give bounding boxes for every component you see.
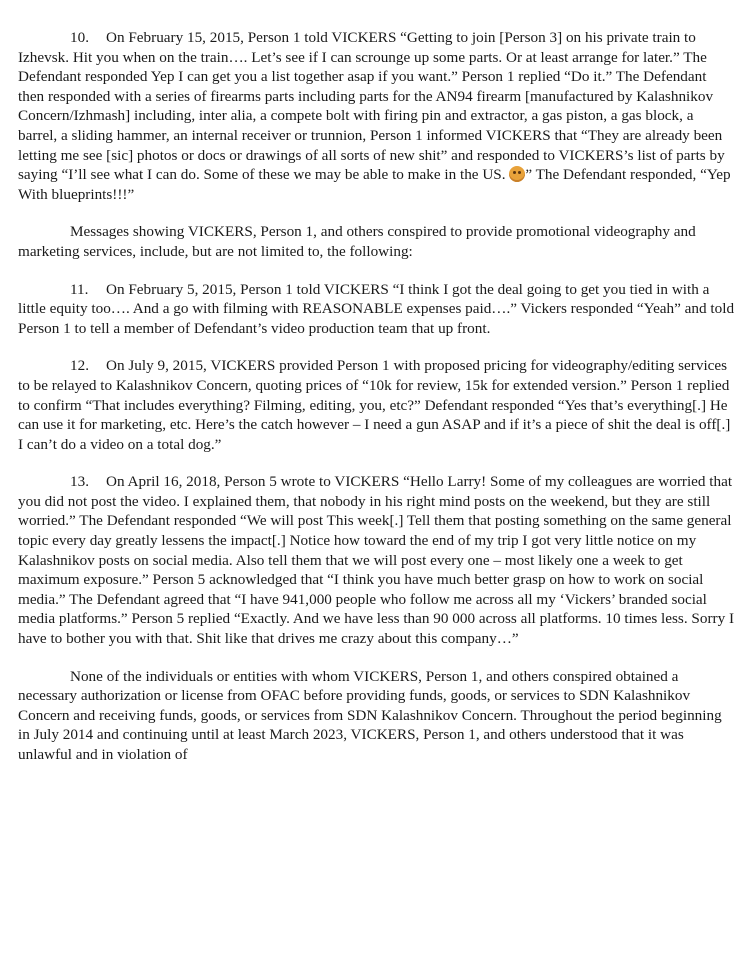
paragraph-number: 11. [70,280,89,298]
paragraph-12 [18,356,736,454]
paragraph-text-cont: ” The Defendant responded, “Yep With blueprints!!!” [18,166,731,203]
closing-paragraph [18,667,736,765]
intro-paragraph [18,222,736,261]
paragraph-10 [18,28,736,204]
paragraph-13 [18,472,736,648]
paragraph-text: On February 5, 2015, Person 1 told VICKERS “I think I got the deal going to get you tied in with a little equity too…. And a go with filming with REASONABLE expenses paid….” Vickers responded “Yeah” and told Person 1 to tell a member of Defendant’s video production team that up front. [18,280,735,337]
paragraph-number: 13. [70,473,89,491]
paragraph-11 [18,280,736,339]
paragraph-text: On February 15, 2015, Person 1 told VICKERS “Getting to join [Person 3] on his private train to Izhevsk. Hit you when on the train…. Let’s see if I can scrounge up some parts. Or at least arrange for later.” The Defendant responded Yep I can get you a list together asap if you want.” Person 1 replied “Do it.” The Defendant then responded with a series of firearms parts including parts for the AN94 firearm [manufactured by Kalashnikov Concern/Izhmash] including, inter alia, a compete bolt with firing pin and extractor, a gas piston, a gas block, a barrel, a sliding hammer, an internal receiver or trunnion, Person 1 informed VICKERS that “They are already been letting me see [sic] photos or docs or drawings of all sorts of new shit” and responded to VICKERS’s list of parts by saying “I’ll see what I can do. Some of these we may be able to make in the US. [18,29,725,184]
closing-text: None of the individuals or entities with whom VICKERS, Person 1, and others conspired obtained a necessary authorization or license from OFAC before providing funds, goods, or services to SDN Kalashnikov Concern and receiving funds, goods, or services from SDN Kalashnikov Concern. Throughout the period beginning in July 2014 and continuing until at least March 2023, VICKERS, Person 1, and others understood that it was unlawful and in violation of [18,667,722,763]
smiley-emoji-icon [509,166,525,182]
intro-text: Messages showing VICKERS, Person 1, and others conspired to provide promotional videography and marketing services, include, but are not limited to, the following: [18,223,696,260]
paragraph-text: On July 9, 2015, VICKERS provided Person 1 with proposed pricing for videography/editing services to be relayed to Kalashnikov Concern, quoting prices of “10k for review, 15k for extended version.” Person 1 replied to confirm “That includes everything? Filming, editing, you, etc?” Defendant responded “Yes that’s everything[.] He can use it for marketing, etc. Here’s the catch however – I need a gun ASAP and if it’s a piece of shit the deal is off[.] I can’t do a video on a total dog.” [18,357,731,453]
paragraph-number: 10. [70,29,89,46]
paragraph-number: 12. [70,357,89,375]
paragraph-text: On April 16, 2018, Person 5 wrote to VICKERS “Hello Larry! Some of my colleagues are worried that you did not post the video. I explained them, that nobody in his right mind posts on the weekend, but they are still worried.” The Defendant responded “We will post This week[.] Tell them that posting something on the same general topic every day greatly lessens the impact[.] Notice how toward the end of my trip I got very little notice on my Kalashnikov posts on social media. Also tell them that we will post every one – most likely one a week to get maximum exposure.” Person 5 acknowledged that “I think you have much better grasp on how to work on social media.” The Defendant agreed that “I have 941,000 people who follow me across all my ‘Vickers’ branded social media platforms.” Person 5 replied “Exactly. And we have less than 90 000 across all platforms. 10 times less. Sorry I have to bother you with that. Shit like that drives me crazy about this company…” [18,473,735,648]
